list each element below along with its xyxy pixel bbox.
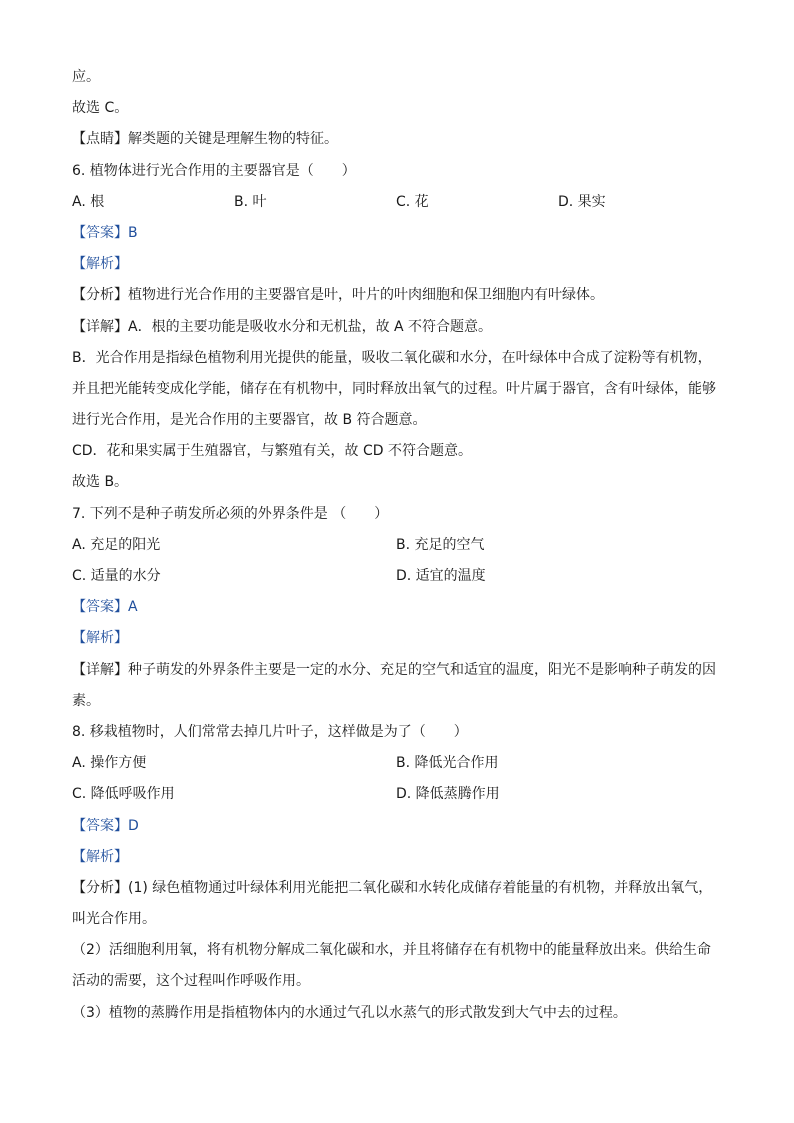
question-6-options [72,187,732,218]
text-line: 活动的需要，这个过程叫作呼吸作用。 [72,973,310,990]
xiangjie-line: 【详解】种子萌发的外界条件主要是一定的水分、充足的空气和适宜的温度，阳光不是影响种子萌发的因 [72,661,716,678]
analysis-label: 【解析】 [72,848,128,865]
question-8-options-row2 [72,779,732,810]
xiangjie-line: 【详解】A．根的主要功能是吸收水分和无机盐，故 A 不符合题意。 [72,318,493,335]
analysis-label: 【解析】 [72,630,128,647]
option-a: A. 充足的阳光 [72,536,161,553]
text-line: 故选 C。 [72,100,129,117]
text-line: 叫光合作用。 [72,911,156,928]
question-8-options-row1 [72,748,732,779]
text-line: （3）植物的蒸腾作用是指植物体内的水通过气孔以水蒸气的形式散发到大气中去的过程。 [72,1004,627,1021]
text-line: 故选 B。 [72,474,129,491]
dianjing-line: 【点睛】解类题的关键是理解生物的特征。 [72,131,338,148]
text-line: CD．花和果实属于生殖器官，与繁殖有关，故 CD 不符合题意。 [72,443,473,460]
option-b: B. 充足的空气 [396,536,485,553]
question-8: 8. 移栽植物时，人们常常去掉几片叶子，这样做是为了（ ） [72,723,468,740]
question-7: 7. 下列不是种子萌发所必须的外界条件是 （ ） [72,505,389,522]
option-d: D. 适宜的温度 [396,568,486,584]
answer-label: 【答案】B [72,224,138,241]
option-a: A. 根 [72,193,105,210]
text-line: B．光合作用是指绿色植物利用光提供的能量，吸收二氧化碳和水分，在叶绿体中合成了淀粉等有机物， [72,349,712,366]
text-line: 进行光合作用，是光合作用的主要器官，故 B 符合题意。 [72,412,427,429]
option-c: C. 适量的水分 [72,568,161,584]
text-line: 素。 [72,692,100,709]
question-7-options-row2 [72,561,732,592]
option-d: D. 降低蒸腾作用 [396,786,500,803]
answer-label: 【答案】D [72,817,139,834]
option-d: D. 果实 [558,193,606,210]
fenxi-line: 【分析】(1) 绿色植物通过叶绿体利用光能把二氧化碳和水转化成储存着能量的有机物，并释放出氧气， [72,879,713,896]
option-a: A. 操作方便 [72,755,147,772]
option-b: B. 叶 [234,193,267,210]
document-page [72,62,732,1029]
question-6: 6. 植物体进行光合作用的主要器官是（ ） [72,162,356,179]
text-line: 应。 [72,69,100,85]
text-line: （2）活细胞利用氧，将有机物分解成二氧化碳和水，并且将储存在有机物中的能量释放出来。供给生命 [72,942,711,959]
option-c: C. 花 [396,193,429,210]
text-line: 并且把光能转变成化学能，储存在有机物中，同时释放出氧气的过程。叶片属于器官，含有叶绿体，能够 [72,380,716,397]
option-c: C. 降低呼吸作用 [72,786,175,803]
question-7-options-row1 [72,530,732,561]
answer-label: 【答案】A [72,599,138,616]
analysis-label: 【解析】 [72,256,128,273]
fenxi-line: 【分析】植物进行光合作用的主要器官是叶，叶片的叶肉细胞和保卫细胞内有叶绿体。 [72,287,604,304]
option-b: B. 降低光合作用 [396,755,499,772]
